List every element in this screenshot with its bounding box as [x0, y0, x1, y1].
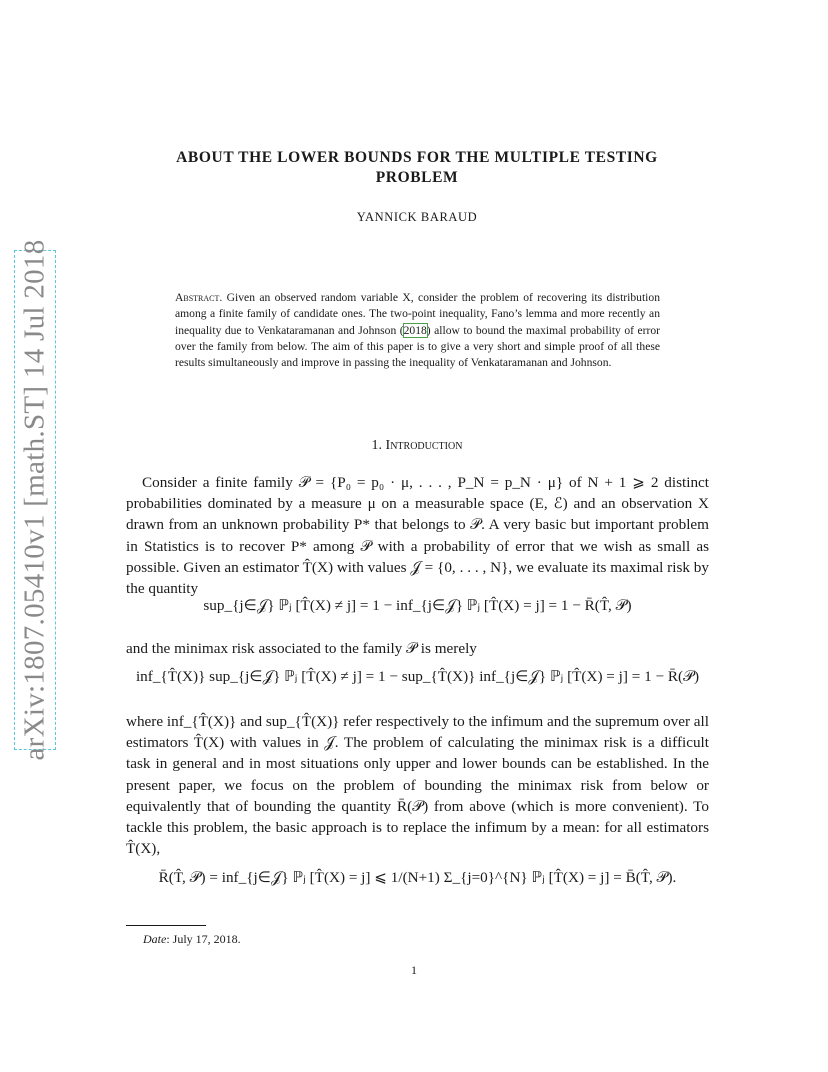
citation-link[interactable]: 2018: [403, 323, 427, 337]
section-heading: [126, 438, 708, 454]
footnote-rule: [126, 925, 206, 926]
author-name: YANNICK BARAUD: [356, 210, 478, 224]
paragraph-3: where inf_{T̂(X)} and sup_{T̂(X)} refer respectively to the infimum and the supremum over all estimators T̂(X) with values in 𝒥. The problem of calculating the minimax risk is a difficult task in general and in most situations only upper and lower bounds can be established. In the present paper, we focus on the problem of bounding the minimax risk from below or equivalently that of bounding the quantity R̄(𝒫) from above (which is more convenient). To tackle this problem, the basic approach is to replace the infimum by a mean: for all estimators T̂(X),: [126, 713, 709, 858]
footnote-text: : July 17, 2018.: [166, 932, 241, 946]
equation-max-risk: sup_{j∈𝒥} ℙⱼ [T̂(X) ≠ j] = 1 − inf_{j∈𝒥} ℙⱼ [T̂(X) = j] = 1 − R̄(T̂, 𝒫): [203, 597, 632, 614]
abstract-text-after-cite: ) allow to bound the maximal probability of error over the family from below. The aim of this paper is to give a very short and simple proof of all these results simultaneously and improve in passing the inequality of Venkataramanan and Johnson.: [175, 323, 660, 370]
title-line-1: ABOUT THE LOWER BOUNDS FOR THE MULTIPLE TESTING: [176, 149, 658, 166]
section-number: 1.: [371, 438, 383, 453]
equation-mean-bound: R̄(T̂, 𝒫) = inf_{j∈𝒥} ℙⱼ [T̂(X) = j] ⩽ 1/(N+1) Σ_{j=0}^{N} ℙⱼ [T̂(X) = j] = B̄(T̂, 𝒫).: [158, 869, 677, 886]
paper-title: [126, 148, 708, 188]
paragraph-1: Consider a finite family 𝒫 = {P₀ = p₀ · μ, . . . , P_N = p_N · μ} of N + 1 ⩾ 2 distinct probabilities dominated by a measure μ on a measurable space (E, ℰ) and an observation X drawn from an unknown probability P* that belongs to 𝒫. A very basic but important problem in Statistics is to recover P* among 𝒫 with a probability of error that we wish as small as possible. Given an estimator T̂(X) with values 𝒥 = {0, . . . , N}, we evaluate its maximal risk by the quantity: [126, 474, 709, 598]
abstract-label: Abstract.: [175, 291, 223, 304]
footnote-date: [143, 932, 241, 947]
arxiv-side-stamp: [14, 239, 56, 761]
title-line-2: PROBLEM: [375, 169, 459, 186]
paragraph-2: and the minimax risk associated to the family 𝒫 is merely: [126, 640, 477, 657]
abstract-text-before-cite: Given an observed random variable X, consider the problem of recovering its distribution among a finite family of candidate ones. The two-point inequality, Fano’s lemma and more recently an inequality due to Venkataramanan and Johnson (: [175, 291, 660, 337]
arxiv-identifier[interactable]: arXiv:1807.05410v1 [math.ST] 14 Jul 2018: [18, 239, 51, 761]
abstract: [175, 290, 660, 371]
equation-minimax-risk: inf_{T̂(X)} sup_{j∈𝒥} ℙⱼ [T̂(X) ≠ j] = 1 − sup_{T̂(X)} inf_{j∈𝒥} ℙⱼ [T̂(X) = j] = 1 − R̄(𝒫): [135, 668, 700, 685]
page-number: 1: [411, 963, 417, 977]
section-title: Introduction: [385, 438, 463, 453]
footnote-label: Date: [143, 932, 167, 946]
